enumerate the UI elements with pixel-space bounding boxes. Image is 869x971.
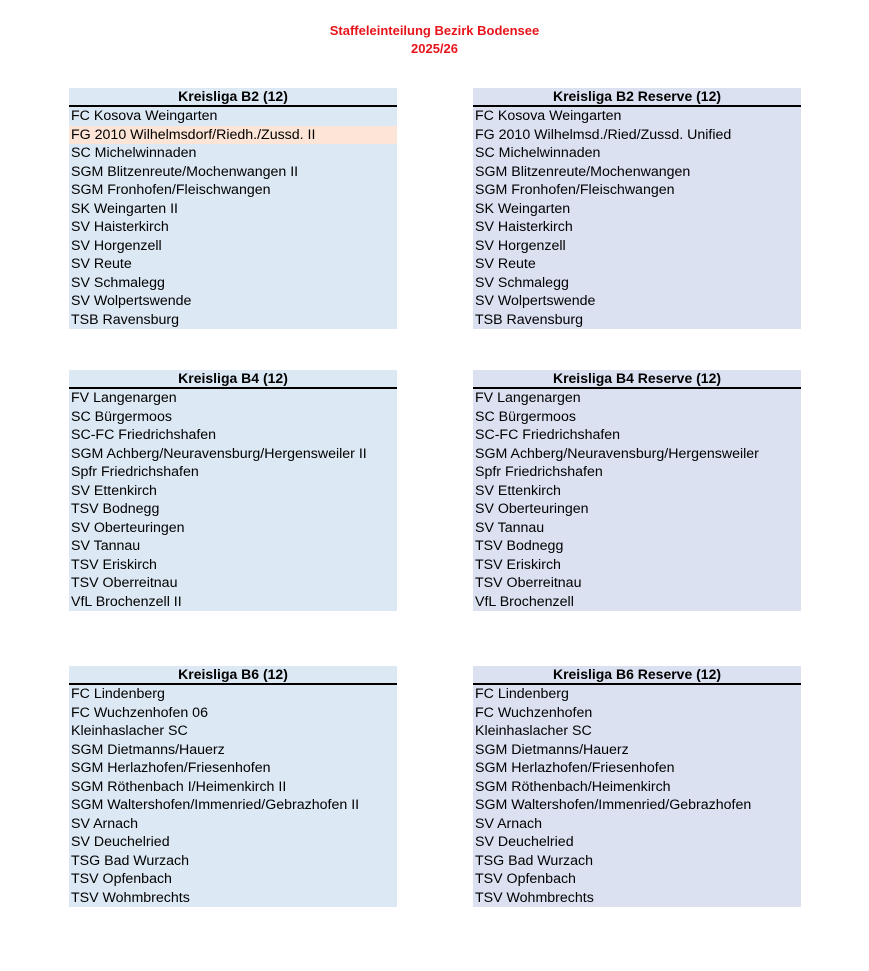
team-row: Kleinhaslacher SC xyxy=(71,723,188,739)
league-table-b2 xyxy=(69,88,397,329)
team-row: SV Haisterkirch xyxy=(475,219,573,235)
team-row: SV Horgenzell xyxy=(475,237,566,254)
team-row: SGM Blitzenreute/Mochenwangen II xyxy=(71,163,299,180)
team-row: TSV Oberreitnau xyxy=(71,575,178,591)
team-row: Spfr Friedrichshafen xyxy=(475,464,603,480)
team-row: SGM Waltershofen/Immenried/Gebrazhofen xyxy=(475,797,752,813)
team-row: SGM Dietmanns/Hauerz xyxy=(475,741,629,758)
league-table-b6-reserve xyxy=(473,666,801,907)
team-row: SGM Fronhofen/Fleischwangen xyxy=(475,182,675,198)
team-row: FC Wuchzenhofen 06 xyxy=(71,704,208,721)
team-row: FC Wuchzenhofen xyxy=(475,704,593,721)
team-row: SV Wolpertswende xyxy=(71,293,192,309)
team-row: TSV Oberreitnau xyxy=(475,575,582,591)
league-table-b4 xyxy=(69,370,397,611)
team-row: TSV Eriskirch xyxy=(71,556,157,573)
team-row: SGM Dietmanns/Hauerz xyxy=(71,741,225,758)
season-label: 2025/26 xyxy=(411,41,458,56)
team-row: SC-FC Friedrichshafen xyxy=(71,427,217,443)
team-row: VfL Brochenzell xyxy=(475,593,574,610)
team-row: SGM Röthenbach/Heimenkirch xyxy=(475,778,671,795)
team-row: SGM Röthenbach I/Heimenkirch II xyxy=(71,778,287,795)
team-row: Spfr Friedrichshafen xyxy=(71,464,199,480)
team-row: SC-FC Friedrichshafen xyxy=(475,427,621,443)
team-row: FC Lindenberg xyxy=(475,686,569,702)
team-row: SV Tannau xyxy=(475,519,545,536)
team-row: SV Deuchelried xyxy=(71,834,170,850)
team-row: SV Deuchelried xyxy=(475,834,574,850)
team-row: TSG Bad Wurzach xyxy=(71,852,190,869)
team-row: TSG Bad Wurzach xyxy=(475,852,594,869)
team-row: SGM Achberg/Neuravensburg/Hergensweiler II xyxy=(71,445,367,462)
league-heading: Kreisliga B6 Reserve (12) xyxy=(473,666,801,685)
team-row: SGM Achberg/Neuravensburg/Hergensweiler xyxy=(475,445,759,462)
team-row: FV Langenargen xyxy=(475,390,581,406)
team-row: TSB Ravensburg xyxy=(475,311,584,328)
team-row: SV Oberteuringen xyxy=(71,519,185,536)
team-row: SV Oberteuringen xyxy=(475,501,589,517)
team-row: TSV Opfenbach xyxy=(71,871,172,887)
team-row: SV Ettenkirch xyxy=(71,482,157,499)
team-row: TSV Eriskirch xyxy=(475,556,561,573)
league-heading: Kreisliga B6 (12) xyxy=(69,666,397,685)
team-row: TSV Bodnegg xyxy=(71,501,160,517)
team-row: TSV Wohmbrechts xyxy=(475,889,594,906)
team-row: TSV Opfenbach xyxy=(475,871,576,887)
team-row: SV Reute xyxy=(475,256,536,272)
team-row: Kleinhaslacher SC xyxy=(475,723,592,739)
team-row: SGM Fronhofen/Fleischwangen xyxy=(71,182,271,198)
team-row: SV Horgenzell xyxy=(71,237,162,254)
team-row: SC Michelwinnaden xyxy=(71,145,197,161)
team-row: SK Weingarten II xyxy=(71,200,178,217)
team-row: SGM Herlazhofen/Friesenhofen xyxy=(475,760,675,776)
team-row: SGM Blitzenreute/Mochenwangen xyxy=(475,163,691,180)
team-row: SV Schmalegg xyxy=(475,274,569,291)
team-row: SC Bürgermoos xyxy=(475,408,576,425)
league-table-b2-reserve xyxy=(473,88,801,329)
team-row: TSV Wohmbrechts xyxy=(71,889,190,906)
team-row: FC Lindenberg xyxy=(71,686,165,702)
team-row: FC Kosova Weingarten xyxy=(71,108,218,124)
league-heading: Kreisliga B2 (12) xyxy=(69,88,397,107)
team-row: SV Arnach xyxy=(475,815,543,832)
team-row: FG 2010 Wilhelmsdorf/Riedh./Zussd. II xyxy=(69,126,397,145)
league-table-b4-reserve xyxy=(473,370,801,611)
team-row: TSV Bodnegg xyxy=(475,538,564,554)
page-title: Staffeleinteilung Bezirk Bodensee xyxy=(329,23,540,38)
team-row: SGM Waltershofen/Immenried/Gebrazhofen II xyxy=(71,797,360,813)
team-row: FV Langenargen xyxy=(71,390,177,406)
league-heading: Kreisliga B2 Reserve (12) xyxy=(473,88,801,107)
team-row: SK Weingarten xyxy=(475,200,571,217)
team-row: SC Bürgermoos xyxy=(71,408,172,425)
league-table-b6 xyxy=(69,666,397,907)
league-heading: Kreisliga B4 (12) xyxy=(69,370,397,389)
team-row: SV Tannau xyxy=(71,538,141,554)
team-row: FC Kosova Weingarten xyxy=(475,108,622,124)
team-row: SC Michelwinnaden xyxy=(475,145,601,161)
team-row: SGM Herlazhofen/Friesenhofen xyxy=(71,760,271,776)
team-row: SV Arnach xyxy=(71,815,139,832)
league-heading: Kreisliga B4 Reserve (12) xyxy=(473,370,801,389)
team-row: FG 2010 Wilhelmsd./Ried/Zussd. Unified xyxy=(475,126,732,143)
team-row: VfL Brochenzell II xyxy=(71,593,182,610)
team-row: SV Ettenkirch xyxy=(475,482,561,499)
team-row: SV Reute xyxy=(71,256,132,272)
team-row: SV Wolpertswende xyxy=(475,293,596,309)
team-row: SV Schmalegg xyxy=(71,274,165,291)
team-row: SV Haisterkirch xyxy=(71,219,169,235)
team-row: TSB Ravensburg xyxy=(71,311,180,328)
